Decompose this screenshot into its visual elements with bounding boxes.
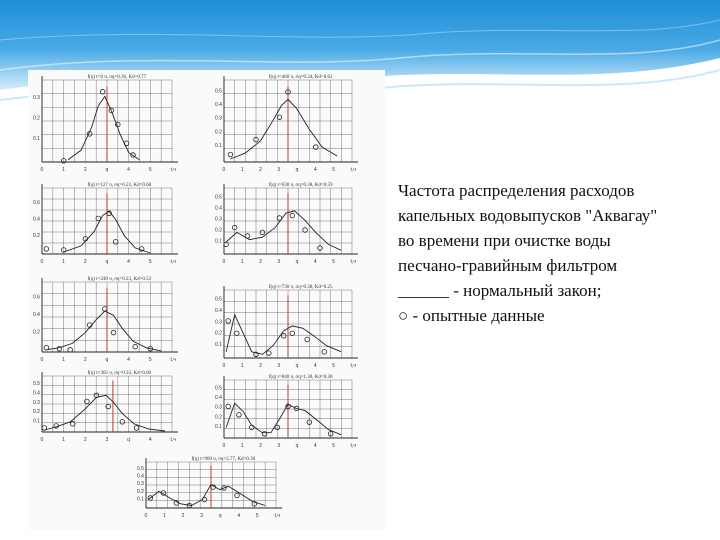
- distribution-plot-2: [215, 75, 358, 173]
- experimental-point: [44, 247, 49, 252]
- y-tick-label: 0.5: [33, 381, 40, 388]
- y-tick-label: 0.5: [215, 194, 222, 201]
- experimental-point: [224, 242, 229, 247]
- experimental-point: [267, 351, 272, 356]
- y-tick-label: 0.4: [215, 102, 222, 109]
- x-tick-label: 4: [127, 357, 130, 363]
- y-tick-label: 0.1: [215, 424, 222, 431]
- x-tick-label: 0: [222, 259, 226, 265]
- experimental-point: [305, 337, 310, 342]
- y-tick-label: 0.2: [215, 330, 222, 337]
- x-tick-label: t,ч: [170, 437, 176, 443]
- distribution-plot-8: [215, 375, 358, 449]
- x-tick-label: t,ч: [350, 259, 356, 265]
- experimental-point: [322, 350, 327, 355]
- x-tick-label: q: [295, 167, 299, 173]
- experimental-point: [124, 141, 129, 146]
- x-tick-label: t,ч: [274, 513, 280, 519]
- x-tick-label: 3: [277, 443, 281, 449]
- distribution-charts: [28, 70, 385, 530]
- distribution-plot-7: [33, 371, 178, 443]
- y-tick-label: 0.3: [137, 481, 144, 488]
- x-tick-label: 4: [313, 443, 317, 449]
- x-tick-label: 2: [83, 167, 87, 173]
- plot-title: f(q) t=840 ч, σq=1.30, Kd=0.30: [268, 375, 333, 380]
- y-tick-label: 0.3: [215, 404, 222, 411]
- x-tick-label: 1: [240, 259, 244, 265]
- x-tick-label: 5: [148, 259, 152, 265]
- x-tick-label: q: [295, 259, 299, 265]
- normal-law-curve: [226, 315, 341, 355]
- x-tick-label: q: [105, 167, 109, 173]
- x-tick-label: 2: [259, 363, 262, 369]
- experimental-point: [277, 115, 282, 120]
- experimental-point: [68, 348, 73, 353]
- y-tick-label: 0.4: [33, 390, 40, 397]
- y-tick-label: 0.4: [215, 307, 222, 314]
- x-tick-label: 2: [259, 443, 262, 449]
- x-tick-label: 3: [277, 259, 281, 265]
- experimental-point: [202, 497, 207, 502]
- x-tick-label: 0: [144, 513, 148, 519]
- y-tick-label: 0.1: [215, 143, 222, 150]
- experimental-point: [106, 404, 111, 409]
- x-tick-label: t,ч: [170, 167, 176, 173]
- y-tick-label: 0.1: [215, 341, 222, 348]
- experimental-point: [96, 216, 101, 221]
- experimental-point: [120, 420, 125, 425]
- caption-legend-experimental: ○ - опытные данные: [398, 306, 545, 325]
- x-tick-label: 4: [313, 363, 317, 369]
- x-tick-label: 0: [40, 357, 44, 363]
- experimental-point: [134, 426, 139, 431]
- y-tick-label: 0.1: [33, 136, 40, 143]
- plot-title: f(q) t=240 ч, σq=0.23, Kd=0.53: [87, 277, 152, 282]
- caption-legend-normal-law: ______ - нормальный закон;: [398, 281, 602, 300]
- x-tick-label: 4: [313, 167, 317, 173]
- x-tick-label: q: [295, 443, 299, 449]
- x-tick-label: t,ч: [170, 357, 176, 363]
- distribution-plot-6: [215, 285, 358, 369]
- y-tick-label: 0.2: [215, 227, 222, 234]
- x-tick-label: 2: [83, 259, 87, 265]
- x-tick-label: 5: [148, 357, 152, 363]
- x-tick-label: 5: [255, 513, 259, 519]
- x-tick-label: q: [295, 363, 299, 369]
- x-tick-label: 0: [222, 363, 226, 369]
- x-tick-label: 5: [332, 363, 335, 369]
- experimental-point: [260, 230, 265, 235]
- y-tick-label: 0.1: [33, 418, 40, 425]
- y-tick-label: 0.3: [33, 95, 40, 102]
- distribution-plot-3: [33, 183, 178, 265]
- plot-title: f(q) t=730 ч, σq=0.38, Kd=0.25: [268, 285, 333, 290]
- x-tick-label: 2: [83, 437, 87, 443]
- experimental-point: [226, 404, 231, 409]
- experimental-point: [100, 89, 105, 94]
- x-tick-label: q: [127, 437, 130, 443]
- y-tick-label: 0.3: [215, 319, 222, 326]
- x-tick-label: 4: [127, 167, 130, 173]
- plot-title: f(q) t=365 ч, σq=0.33, Kd=0.60: [87, 371, 152, 376]
- x-tick-label: 1: [240, 363, 244, 369]
- y-tick-label: 0.2: [137, 488, 144, 495]
- x-tick-label: 4: [237, 513, 241, 519]
- x-tick-label: t,ч: [350, 167, 356, 173]
- x-tick-label: 1: [240, 167, 244, 173]
- x-tick-label: 5: [332, 443, 335, 449]
- x-tick-label: 2: [259, 167, 262, 173]
- y-tick-label: 0.2: [33, 115, 40, 122]
- caption-line: капельных водовыпусков "Аквагау": [398, 206, 658, 225]
- plot-title: f(q) t=127 ч, σq=0.23, Kd=0.68: [87, 183, 152, 188]
- x-tick-label: 4: [148, 437, 152, 443]
- experimental-point: [290, 213, 295, 218]
- x-tick-label: 0: [40, 167, 44, 173]
- experimental-point: [103, 307, 108, 312]
- x-tick-label: 0: [222, 167, 226, 173]
- x-tick-label: 3: [105, 437, 109, 443]
- plot-title: f(q) t=630 ч, σq=0.38, Kd=0.59: [268, 183, 333, 188]
- normal-law-curve: [230, 99, 337, 159]
- x-tick-label: 3: [277, 167, 281, 173]
- experimental-point: [313, 145, 318, 150]
- normal-law-curve: [226, 403, 341, 435]
- y-tick-label: 0.2: [33, 409, 40, 416]
- y-tick-label: 0.6: [33, 294, 40, 301]
- y-tick-label: 0.5: [137, 465, 144, 472]
- experimental-point: [42, 426, 47, 431]
- y-tick-label: 0.4: [137, 473, 144, 480]
- x-tick-label: 3: [277, 363, 281, 369]
- y-tick-label: 0.2: [33, 329, 40, 336]
- x-tick-label: t,ч: [350, 443, 356, 449]
- y-tick-label: 0.3: [215, 115, 222, 122]
- x-tick-label: 5: [332, 259, 335, 265]
- x-tick-label: 2: [181, 513, 185, 519]
- experimental-point: [262, 431, 267, 436]
- x-tick-label: 0: [40, 437, 44, 443]
- experimental-point: [245, 234, 250, 239]
- experimental-point: [277, 216, 282, 221]
- x-tick-label: q: [218, 513, 222, 519]
- x-tick-label: 0: [40, 259, 44, 265]
- x-tick-label: 0: [222, 443, 226, 449]
- y-tick-label: 0.1: [215, 238, 222, 245]
- caption-text: [398, 178, 716, 328]
- x-tick-label: 2: [83, 357, 87, 363]
- y-tick-label: 0.4: [215, 395, 222, 402]
- experimental-point: [133, 344, 138, 349]
- y-tick-label: 0.4: [33, 312, 40, 319]
- x-tick-label: 1: [163, 513, 166, 519]
- x-tick-label: 1: [62, 437, 65, 443]
- experimental-point: [303, 228, 308, 233]
- caption-line: во времени при очистке воды: [398, 231, 611, 250]
- experimental-point: [235, 493, 240, 498]
- experimental-point: [57, 346, 62, 351]
- distribution-plot-5: [33, 277, 178, 363]
- plot-title: f(q) t=960 ч, σq=2.77, Kd=0.30: [191, 457, 256, 462]
- x-tick-label: q: [105, 357, 109, 363]
- experimental-point: [228, 152, 233, 157]
- x-tick-label: 1: [62, 167, 65, 173]
- x-tick-label: 1: [62, 259, 65, 265]
- y-tick-label: 0.5: [215, 385, 222, 392]
- experimental-point: [237, 413, 242, 418]
- x-tick-label: q: [105, 259, 109, 265]
- distribution-plot-1: [33, 75, 178, 173]
- distribution-plot-9: [137, 457, 282, 519]
- y-tick-label: 0.4: [215, 205, 222, 212]
- x-tick-label: 5: [332, 167, 335, 173]
- plot-title: f(q) t=460 ч, σq=0.34, Kd=0.62: [268, 75, 333, 80]
- y-tick-label: 0.2: [33, 232, 40, 239]
- y-tick-label: 0.5: [215, 296, 222, 303]
- y-tick-label: 0.3: [215, 216, 222, 223]
- caption-line: Частота распределения расходов: [398, 181, 635, 200]
- y-tick-label: 0.6: [33, 199, 40, 206]
- y-tick-label: 0.5: [215, 88, 222, 95]
- x-tick-label: t,ч: [350, 363, 356, 369]
- x-tick-label: 3: [200, 513, 203, 519]
- caption-line: песчано-гравийным фильтром: [398, 256, 618, 275]
- normal-law-curve: [226, 211, 341, 251]
- x-tick-label: 4: [313, 259, 317, 265]
- x-tick-label: 4: [127, 259, 130, 265]
- x-tick-label: 1: [62, 357, 65, 363]
- x-tick-label: 5: [148, 167, 152, 173]
- y-tick-label: 0.1: [137, 496, 144, 503]
- y-tick-label: 0.2: [215, 129, 222, 136]
- y-tick-label: 0.3: [33, 399, 40, 406]
- experimental-point: [113, 240, 118, 245]
- y-tick-label: 0.2: [215, 414, 222, 421]
- experimental-point: [290, 331, 295, 336]
- experimental-point: [235, 331, 240, 336]
- normal-law-curve: [148, 485, 265, 506]
- x-tick-label: 2: [259, 259, 262, 265]
- distribution-plot-4: [215, 183, 358, 265]
- experimental-point: [111, 330, 116, 335]
- y-tick-label: 0.4: [33, 216, 40, 223]
- scanned-chart-figure: [28, 70, 385, 530]
- plot-title: f(q) t=0 ч, σq=0.36, Kd=0.77: [87, 75, 147, 80]
- experimental-point: [226, 319, 231, 324]
- x-tick-label: 1: [240, 443, 244, 449]
- experimental-point: [44, 345, 49, 350]
- x-tick-label: t,ч: [170, 259, 176, 265]
- experimental-point: [281, 333, 286, 338]
